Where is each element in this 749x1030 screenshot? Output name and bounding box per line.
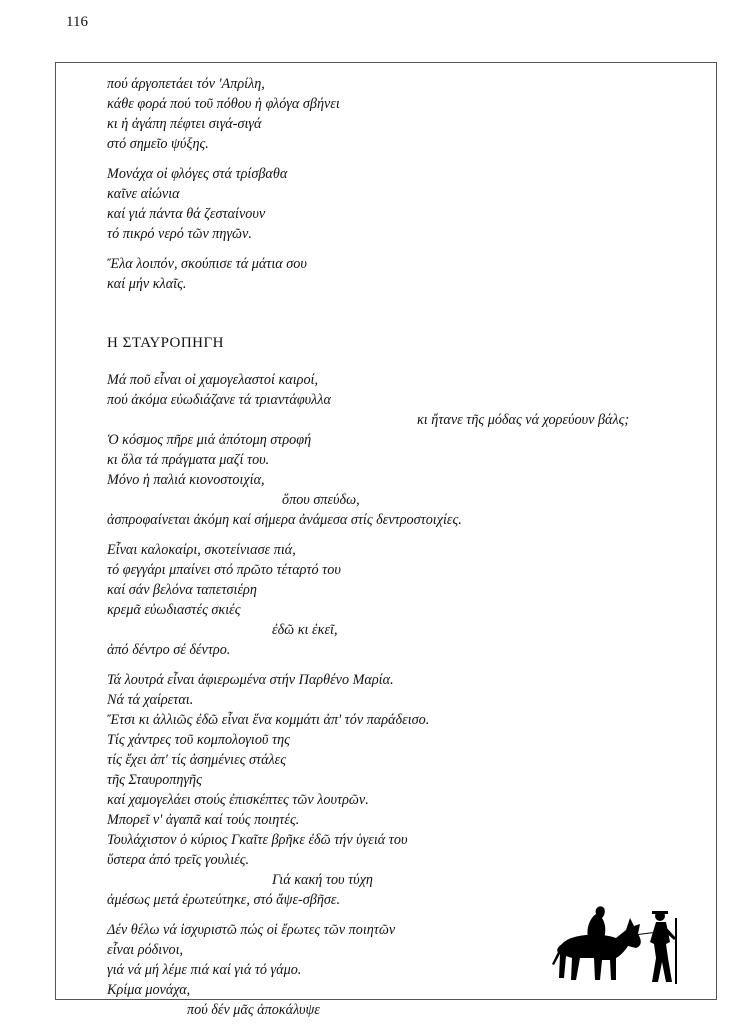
verse-line: κι ἡ ἀγάπη πέφτει σιγά-σιγά — [107, 116, 262, 132]
verse-line: Δέν θέλω νά ἰσχυριστῶ πώς οἱ ἔρωτες τῶν ποιητῶν — [107, 922, 396, 938]
verse-line: καῖνε αἰώνια — [107, 186, 180, 202]
verse-line: γιά νά μή λέμε πιά καί γιά τό γάμο. — [107, 962, 302, 978]
verse-line: τῆς Σταυροπηγῆς — [107, 772, 202, 788]
verse-line: κρεμᾶ εὐωδιαστές σκιές — [107, 602, 241, 618]
verse-line: Μπορεῖ ν' ἀγαπᾶ καί τούς ποιητές. — [107, 812, 300, 828]
verse-line: ἀπό δέντρο σέ δέντρο. — [107, 642, 231, 658]
verse-line: καί σάν βελόνα ταπετσιέρη — [107, 582, 257, 598]
verse-line: καί χαμογελάει στούς ἐπισκέπτες τῶν λουτρῶν. — [107, 792, 369, 808]
verse-line: Μονάχα οἱ φλόγες στά τρίσβαθα — [107, 166, 288, 182]
verse-line: τό φεγγάρι μπαίνει στό πρῶτο τέταρτό του — [107, 562, 341, 578]
verse-line: Ἔτσι κι ἀλλιῶς ἐδῶ εἶναι ἕνα κομμάτι ἀπ' τόν παράδεισο. — [107, 712, 430, 728]
verse-line: ὕστερα ἀπό τρεῖς γουλιές. — [107, 852, 250, 868]
verse-line: κι ἤτανε τῆς μόδας νά χορεύουν βάλς; — [417, 412, 630, 428]
stanza — [107, 540, 686, 660]
stanza — [107, 370, 686, 530]
verse-line: πού δέν μᾶς ἀποκάλυψε — [187, 1002, 320, 1018]
verse-line: ἀσπροφαίνεται ἀκόμη καί σήμερα ἀνάμεσα στίς δεντροστοιχίες. — [107, 512, 462, 528]
verse-line: Τίς χάντρες τοῦ κομπολογιοῦ της — [107, 732, 290, 748]
stanza — [107, 670, 686, 910]
verse-line: πού άργοπετάει τόν 'Απρίλη, — [107, 76, 265, 92]
verse-line: εἶναι ρόδινοι, — [107, 942, 184, 958]
verse-line: κι ὅλα τά πράγματα μαζί του. — [107, 452, 270, 468]
verse-line: Κρίμα μονάχα, — [107, 982, 191, 998]
verse-line: στό σημεῖο ψύξης. — [107, 136, 209, 152]
stanza — [107, 74, 686, 154]
stanza — [107, 254, 686, 294]
verse-line: Ὁ κόσμος πῆρε μιά ἀπότομη στροφή — [107, 432, 312, 448]
verse-line: κάθε φορά πού τοῦ πόθου ἡ φλόγα σβήνει — [107, 96, 340, 112]
stanza — [107, 164, 686, 244]
section-title: Η ΣΤΑΥΡΟΠΗΓΗ — [107, 335, 225, 351]
verse-line: Τά λουτρά εἶναι ἀφιερωμένα στήν Παρθένο Μαρία. — [107, 672, 394, 688]
verse-line: τίς ἔχει ἀπ' τίς ἀσημένιες στάλες — [107, 752, 287, 768]
verse-line: Ἔλα λοιπόν, σκούπισε τά μάτια σου — [107, 256, 307, 272]
verse-line: Μά ποῦ εἶναι οἱ χαμογελαστοί καιροί, — [107, 372, 319, 388]
verse-line: Μόνο ἡ παλιά κιονοστοιχία, — [107, 472, 265, 488]
page-number: 116 — [66, 14, 88, 30]
verse-line: πού ἀκόμα εὐωδιάζανε τά τριαντάφυλλα — [107, 392, 331, 408]
page-frame — [55, 62, 717, 1018]
verse-line: Εἶναι καλοκαίρι, σκοτείνιασε πιά, — [107, 542, 296, 558]
verse-line: ἀμέσως μετά ἐρωτεύτηκε, στό ἄψε-σβῆσε. — [107, 892, 340, 908]
poem-top — [107, 74, 686, 304]
verse-line: ὅπου σπεύδω, — [282, 492, 360, 508]
verse-line: Τουλάχιστον ὁ κύριος Γκαῖτε βρῆκε ἐδῶ τήν ὑγειά του — [107, 832, 408, 848]
verse-line: Νά τά χαίρεται. — [107, 692, 194, 708]
verse-line: τό πικρό νερό τῶν πηγῶν. — [107, 226, 252, 242]
verse-line: καί μήν κλαῖς. — [107, 276, 187, 292]
donkey-rider-silhouette — [544, 898, 684, 988]
verse-line: καί γιά πάντα θά ζεσταίνουν — [107, 206, 266, 222]
verse-line: ἐδῶ κι ἐκεῖ, — [272, 622, 338, 638]
verse-line: Γιά κακή του τύχη — [272, 872, 373, 888]
